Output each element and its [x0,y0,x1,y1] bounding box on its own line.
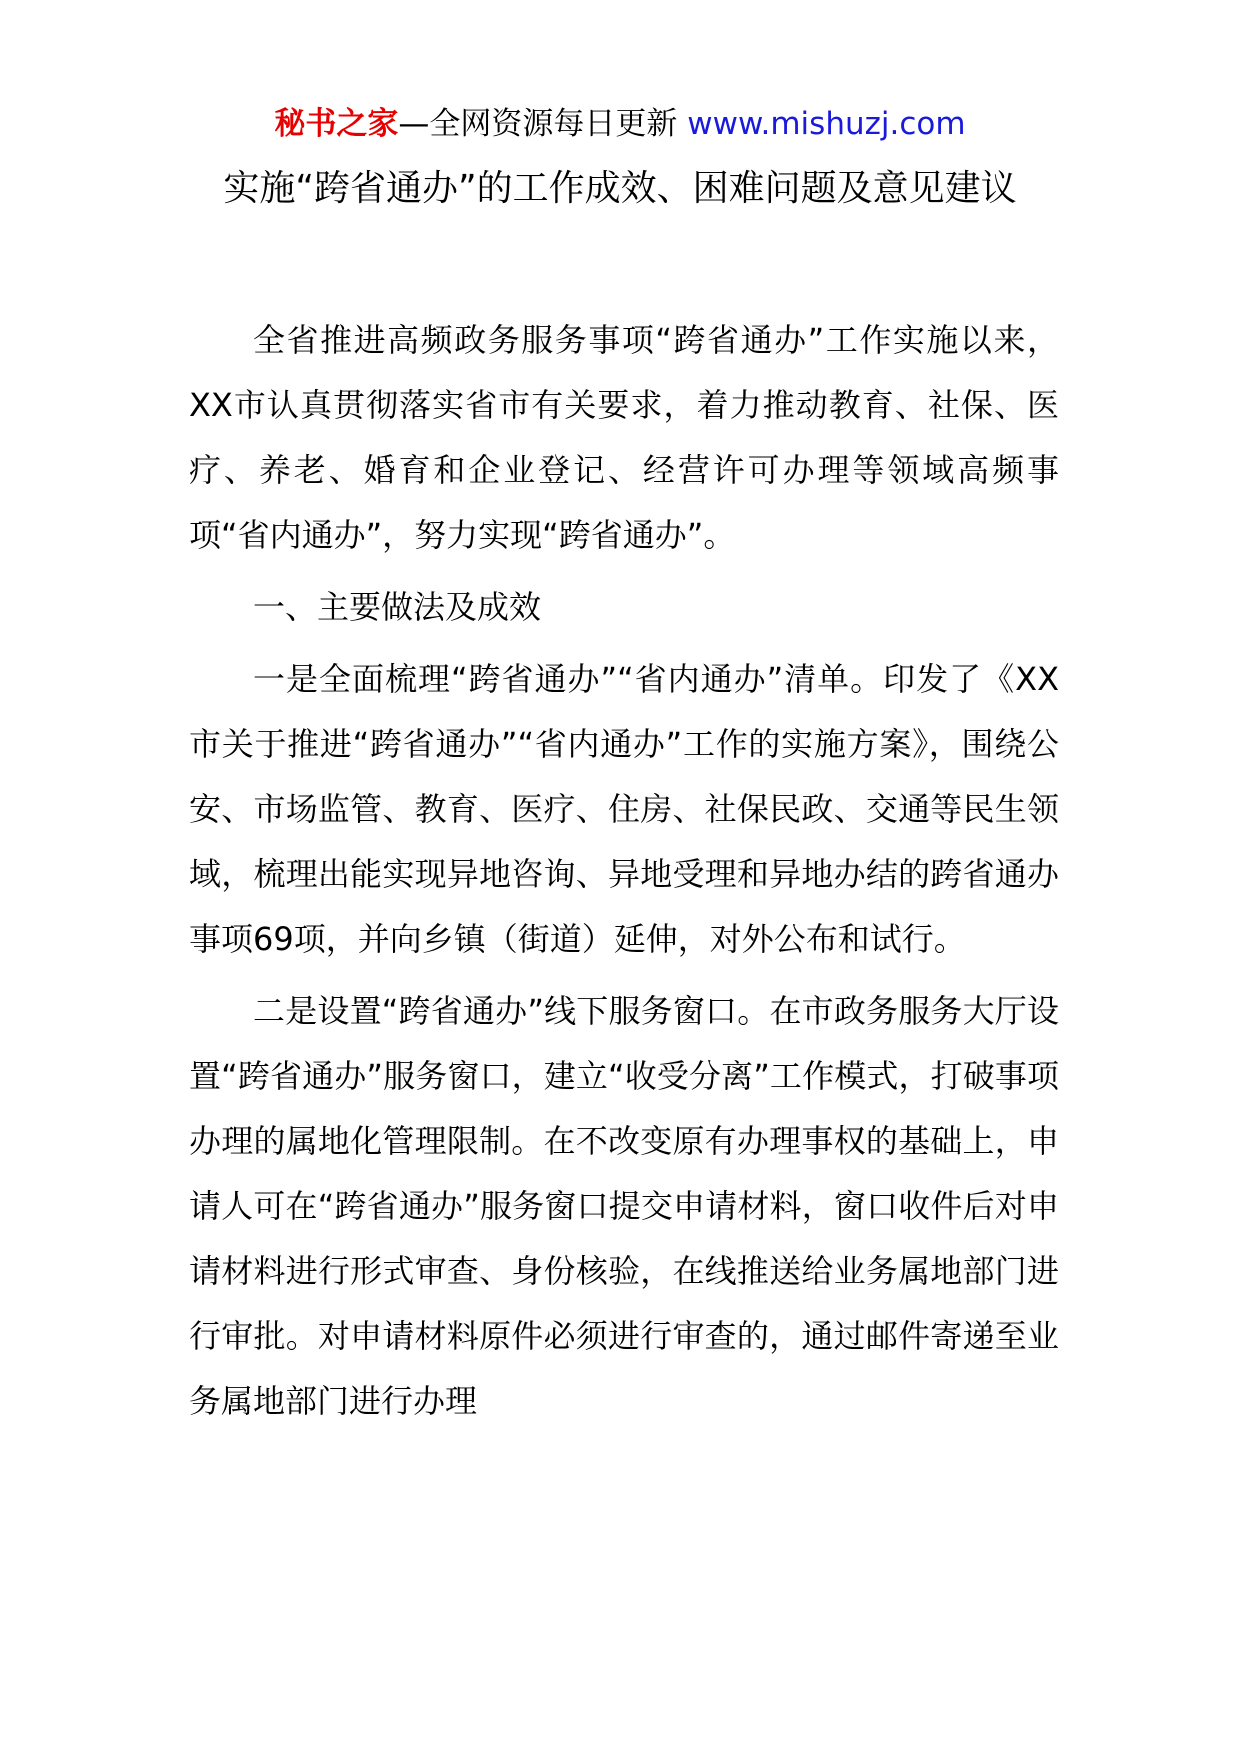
brand-name: 秘书之家 [274,106,399,142]
body-paragraph-1: 一是全面梳理“跨省通办”“省内通办”清单。印发了《XX市关于推进“跨省通办”“省内通办”工作的实施方案》，围绕公安、市场监管、教育、医疗、住房、社保民政、交通等民生领域，梳理出能实现异地咨询、异地受理和异地办结的跨省通办事项69项，并向乡镇（街道）延伸，对外公布和试行。 [189,660,1059,958]
watermark-header [0,102,1240,146]
section-heading: 一、主要做法及成效 [253,588,542,626]
brand-url-link[interactable]: www.mishuzj.com [687,106,966,142]
body-paragraph-2: 二是设置“跨省通办”线下服务窗口。在市政务服务大厅设置“跨省通办”服务窗口，建立“收受分离”工作模式，打破事项办理的属地化管理限制。在不改变原有办理事权的基础上，申请人可在“跨省通办”服务窗口提交申请材料，窗口收件后对申请材料进行形式审查、身份核验，在线推送给业务属地部门进行审批。对申请材料原件必须进行审查的，通过邮件寄递至业务属地部门进行办理 [189,992,1059,1420]
intro-paragraph: 全省推进高频政务服务事项“跨省通办”工作实施以来，XX市认真贯彻落实省市有关要求，着力推动教育、社保、医疗、养老、婚育和企业登记、经营许可办理等领域高频事项“省内通办”，努力实现“跨省通办”。 [189,321,1059,554]
document-body [189,308,1059,1441]
brand-tagline: —全网资源每日更新 [398,106,678,142]
document-title: 实施“跨省通办”的工作成效、困难问题及意见建议 [223,168,1017,209]
